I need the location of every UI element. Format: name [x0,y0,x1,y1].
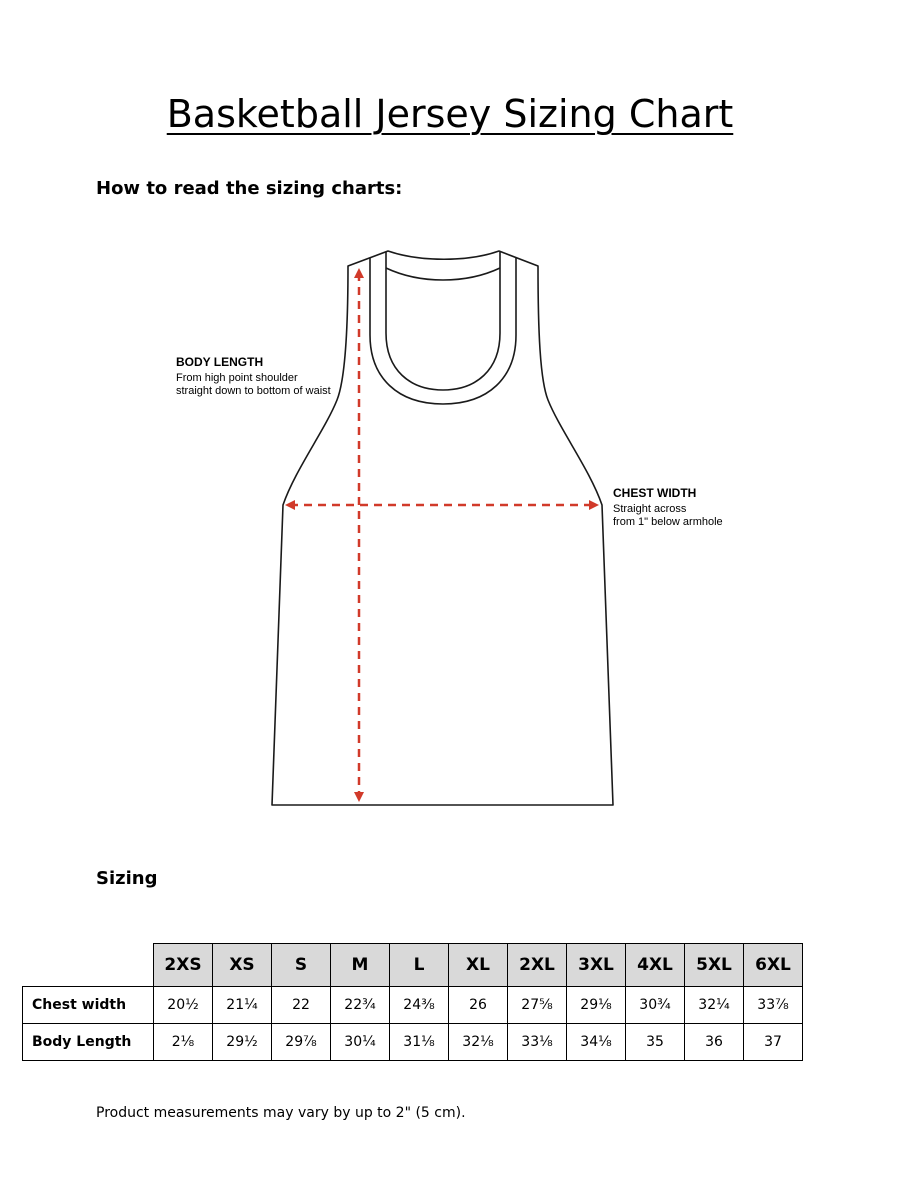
table-cell: 22¾ [331,987,390,1024]
table-cell: 35 [626,1024,685,1061]
size-header: XS [213,944,272,987]
size-header: 4XL [626,944,685,987]
body-length-row [23,1024,803,1061]
how-to-read-heading: How to read the sizing charts: [96,178,403,199]
chest-width-label-title: CHEST WIDTH [613,486,697,500]
table-cell: 32¼ [685,987,744,1024]
jersey-outline [272,251,613,805]
chest-width-row [23,987,803,1024]
table-cell: 36 [685,1024,744,1061]
table-cell: 27⅝ [508,987,567,1024]
table-cell: 34⅛ [567,1024,626,1061]
jersey-neckline-inner [386,252,500,390]
page-title: Basketball Jersey Sizing Chart [166,92,734,136]
table-cell: 30¼ [331,1024,390,1061]
size-header: M [331,944,390,987]
table-cell: 26 [449,987,508,1024]
chest-width-label-line2: from 1" below armhole [613,516,723,528]
table-cell: 20½ [154,987,213,1024]
table-cell: 21¼ [213,987,272,1024]
body-length-label-line1: From high point shoulder [176,372,298,384]
table-corner [23,944,154,987]
table-cell: 29⅞ [272,1024,331,1061]
size-header: 2XS [154,944,213,987]
table-cell: 30¾ [626,987,685,1024]
table-cell: 37 [744,1024,803,1061]
row-label-body-length: Body Length [23,1024,154,1061]
size-header: L [390,944,449,987]
size-header: S [272,944,331,987]
table-cell: 22 [272,987,331,1024]
body-length-label-title: BODY LENGTH [176,355,264,369]
table-cell: 2⅛ [154,1024,213,1061]
table-cell: 24⅜ [390,987,449,1024]
jersey-collar-line [386,268,500,280]
body-length-label-line2: straight down to bottom of waist [176,385,331,397]
table-cell: 33⅞ [744,987,803,1024]
sizing-table [22,943,803,1061]
row-label-chest-width: Chest width [23,987,154,1024]
size-header-row [23,944,803,987]
size-header: 6XL [744,944,803,987]
table-cell: 33⅛ [508,1024,567,1061]
size-header: XL [449,944,508,987]
table-cell: 29⅛ [567,987,626,1024]
size-header: 3XL [567,944,626,987]
table-cell: 29½ [213,1024,272,1061]
table-cell: 31⅛ [390,1024,449,1061]
table-cell: 32⅛ [449,1024,508,1061]
footnote: Product measurements may vary by up to 2" (5 cm). [96,1105,466,1121]
size-header: 2XL [508,944,567,987]
size-header: 5XL [685,944,744,987]
chest-width-label-line1: Straight across [613,503,687,515]
sizing-heading: Sizing [96,868,158,889]
